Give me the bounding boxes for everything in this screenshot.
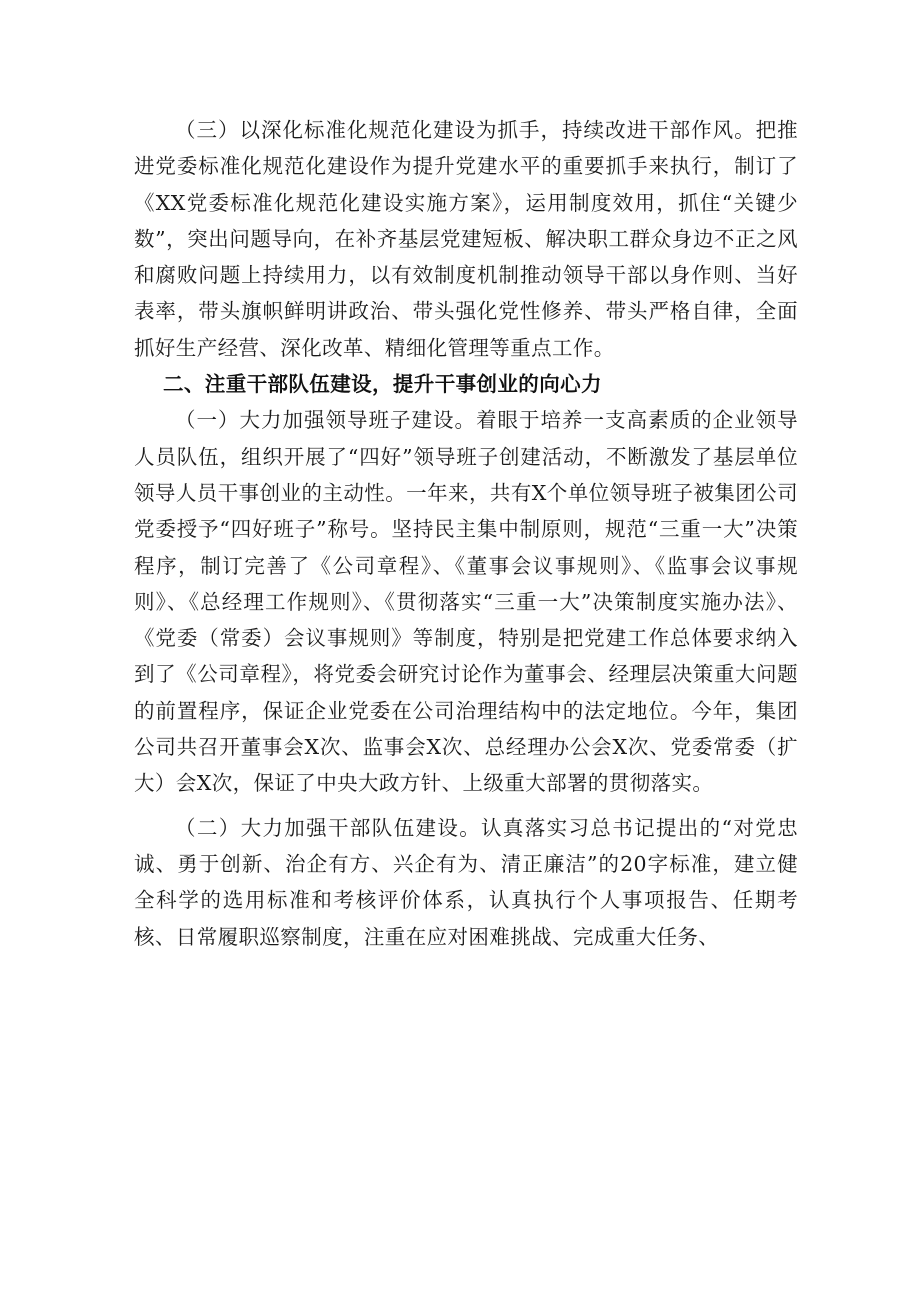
paragraph-section-2-2: （二）大力加强干部队伍建设。认真落实习总书记提出的“对党忠诚、勇于创新、治企有方、兴企有为、清正廉洁”的20字标准，建立健全科学的选用标准和考核评价体系，认真执行个人事项报告、任期考核、日常履职巡察制度，注重在应对困难挑战、完成重大任务、 <box>134 815 798 949</box>
paragraph-section-2-1: （一）大力加强领导班子建设。着眼于培养一支高素质的企业领导人员队伍，组织开展了“四好”领导班子创建活动，不断激发了基层单位领导人员干事创业的主动性。一年来，共有X个单位领导班子被集团公司党委授予“四好班子”称号。坚持民主集中制原则，规范“三重一大”决策程序，制订完善了《公司章程》、《董事会议事规则》、《监事会议事规则》、《总经理工作规则》、《贯彻落实“三重一大”决策制度实施办法》、《党委（常委）会议事规则》等制度，特别是把党建工作总体要求纳入到了《公司章程》，将党委会研究讨论作为董事会、经理层决策重大问题的前置程序，保证企业党委在公司治理结构中的法定地位。今年，集团公司共召开董事会X次、监事会X次、总经理办公会X次、党委常委（扩大）会X次，保证了中央大政方针、上级重大部署的贯彻落实。 <box>134 408 798 796</box>
section-heading-2: 二、注重干部队伍建设，提升干事创业的向心力 <box>163 372 602 397</box>
paragraph-section-3: （三）以深化标准化规范化建设为抓手，持续改进干部作风。把推进党委标准化规范化建设作为提升党建水平的重要抓手来执行，制订了《XX党委标准化规范化建设实施方案》，运用制度效用，抓住“关键少数”，突出问题导向，在补齐基层党建短板、解决职工群众身边不正之风和腐败问题上持续用力，以有效制度机制推动领导干部以身作则、当好表率，带头旗帜鲜明讲政治、带头强化党性修养、带头严格自律，全面抓好生产经营、深化改革、精细化管理等重点工作。 <box>134 118 798 360</box>
document-body <box>134 112 798 955</box>
paragraph-spacer <box>134 802 798 810</box>
